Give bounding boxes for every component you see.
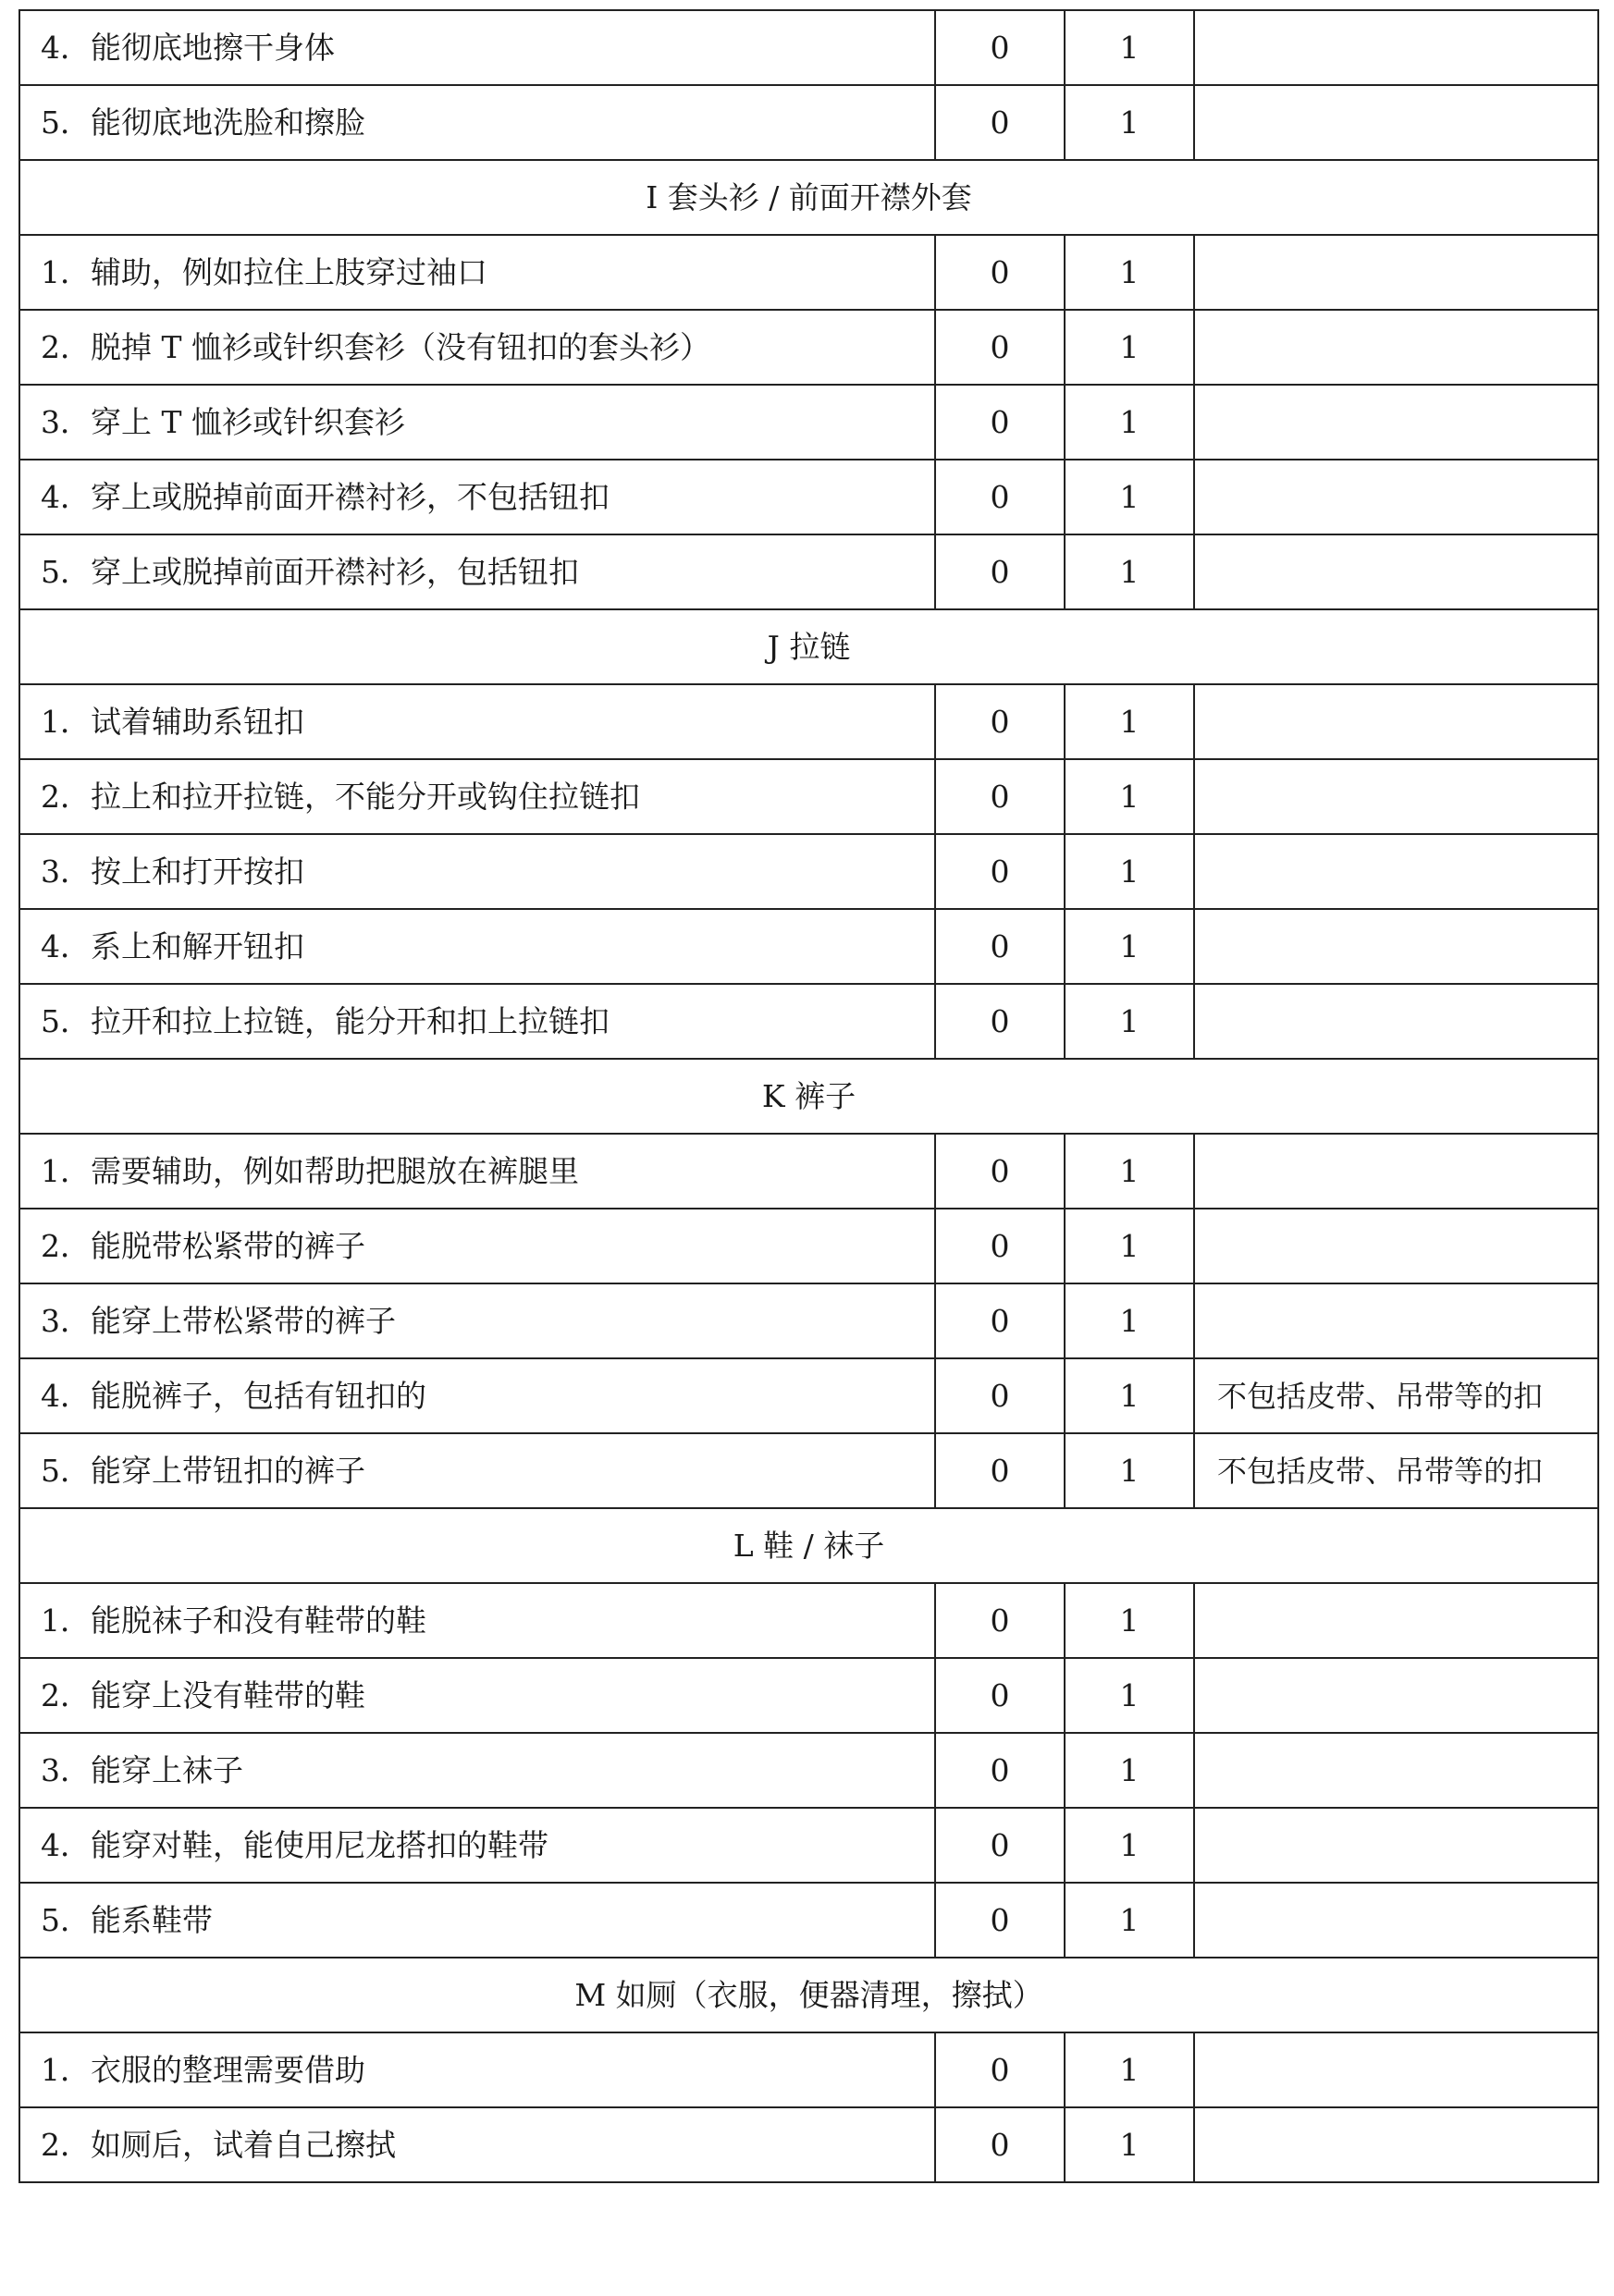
score-one: 1	[1065, 2107, 1194, 2182]
note-cell	[1194, 1733, 1598, 1808]
table-row	[19, 909, 1598, 984]
score-zero: 0	[935, 10, 1065, 85]
score-one: 1	[1065, 984, 1194, 1059]
score-one: 1	[1065, 1658, 1194, 1733]
score-one: 1	[1065, 1358, 1194, 1433]
score-one: 1	[1065, 10, 1194, 85]
table-row	[19, 1358, 1598, 1433]
assessment-table	[18, 9, 1599, 2183]
note-cell: 不包括皮带、吊带等的扣	[1194, 1433, 1598, 1508]
note-cell	[1194, 2107, 1598, 2182]
item-label: 1．衣服的整理需要借助	[19, 2032, 935, 2107]
score-zero: 0	[935, 1358, 1065, 1433]
table-row	[19, 1283, 1598, 1358]
table-row	[19, 1583, 1598, 1658]
table-row	[19, 1433, 1598, 1508]
score-zero: 0	[935, 1209, 1065, 1283]
item-label: 2．能脱带松紧带的裤子	[19, 1209, 935, 1283]
item-label: 3．能穿上带松紧带的裤子	[19, 1283, 935, 1358]
score-one: 1	[1065, 759, 1194, 834]
table-row	[19, 1134, 1598, 1209]
section-header-row	[19, 609, 1598, 684]
item-label: 4．能穿对鞋，能使用尼龙搭扣的鞋带	[19, 1808, 935, 1883]
item-label: 2．如厕后，试着自己擦拭	[19, 2107, 935, 2182]
score-one: 1	[1065, 310, 1194, 385]
note-cell	[1194, 1134, 1598, 1209]
item-label: 5．拉开和拉上拉链，能分开和扣上拉链扣	[19, 984, 935, 1059]
item-label: 3．按上和打开按扣	[19, 834, 935, 909]
table-row	[19, 2032, 1598, 2107]
score-zero: 0	[935, 385, 1065, 460]
note-cell	[1194, 909, 1598, 984]
score-zero: 0	[935, 534, 1065, 609]
item-label: 5．能彻底地洗脸和擦脸	[19, 85, 935, 160]
score-zero: 0	[935, 909, 1065, 984]
score-zero: 0	[935, 1433, 1065, 1508]
item-label: 5．能系鞋带	[19, 1883, 935, 1958]
table-row	[19, 460, 1598, 534]
section-title: L 鞋 / 袜子	[19, 1508, 1598, 1583]
score-zero: 0	[935, 1283, 1065, 1358]
score-zero: 0	[935, 1808, 1065, 1883]
item-label: 4．系上和解开钮扣	[19, 909, 935, 984]
score-zero: 0	[935, 1134, 1065, 1209]
item-label: 1．辅助，例如拉住上肢穿过袖口	[19, 235, 935, 310]
score-one: 1	[1065, 909, 1194, 984]
note-cell	[1194, 235, 1598, 310]
note-cell	[1194, 1808, 1598, 1883]
score-one: 1	[1065, 1433, 1194, 1508]
note-cell	[1194, 684, 1598, 759]
score-one: 1	[1065, 2032, 1194, 2107]
score-one: 1	[1065, 1583, 1194, 1658]
note-cell	[1194, 534, 1598, 609]
section-title: I 套头衫 / 前面开襟外套	[19, 160, 1598, 235]
item-label: 1．需要辅助，例如帮助把腿放在裤腿里	[19, 1134, 935, 1209]
note-cell	[1194, 1209, 1598, 1283]
table-row	[19, 85, 1598, 160]
score-zero: 0	[935, 1733, 1065, 1808]
section-title: J 拉链	[19, 609, 1598, 684]
section-title: K 裤子	[19, 1059, 1598, 1134]
section-header-row	[19, 160, 1598, 235]
note-cell	[1194, 460, 1598, 534]
item-label: 3．穿上 T 恤衫或针织套衫	[19, 385, 935, 460]
section-header-row	[19, 1958, 1598, 2032]
item-label: 3．能穿上袜子	[19, 1733, 935, 1808]
score-zero: 0	[935, 2107, 1065, 2182]
score-one: 1	[1065, 1134, 1194, 1209]
table-row	[19, 1733, 1598, 1808]
table-row	[19, 984, 1598, 1059]
table-row	[19, 10, 1598, 85]
table-row	[19, 834, 1598, 909]
item-label: 1．试着辅助系钮扣	[19, 684, 935, 759]
score-zero: 0	[935, 235, 1065, 310]
score-zero: 0	[935, 460, 1065, 534]
section-header-row	[19, 1059, 1598, 1134]
item-label: 2．拉上和拉开拉链，不能分开或钩住拉链扣	[19, 759, 935, 834]
score-zero: 0	[935, 1883, 1065, 1958]
table-row	[19, 534, 1598, 609]
section-title: M 如厕（衣服，便器清理，擦拭）	[19, 1958, 1598, 2032]
score-one: 1	[1065, 834, 1194, 909]
score-zero: 0	[935, 310, 1065, 385]
item-label: 1．能脱袜子和没有鞋带的鞋	[19, 1583, 935, 1658]
note-cell	[1194, 1658, 1598, 1733]
table-row	[19, 2107, 1598, 2182]
note-cell	[1194, 310, 1598, 385]
note-cell	[1194, 85, 1598, 160]
note-cell	[1194, 1883, 1598, 1958]
score-zero: 0	[935, 834, 1065, 909]
item-label: 5．穿上或脱掉前面开襟衬衫，包括钮扣	[19, 534, 935, 609]
table-row	[19, 1808, 1598, 1883]
item-label: 2．脱掉 T 恤衫或针织套衫（没有钮扣的套头衫）	[19, 310, 935, 385]
score-zero: 0	[935, 1658, 1065, 1733]
item-label: 4．能脱裤子，包括有钮扣的	[19, 1358, 935, 1433]
score-zero: 0	[935, 684, 1065, 759]
note-cell	[1194, 834, 1598, 909]
note-cell	[1194, 10, 1598, 85]
item-label: 2．能穿上没有鞋带的鞋	[19, 1658, 935, 1733]
score-zero: 0	[935, 1583, 1065, 1658]
note-cell: 不包括皮带、吊带等的扣	[1194, 1358, 1598, 1433]
score-one: 1	[1065, 460, 1194, 534]
score-zero: 0	[935, 759, 1065, 834]
note-cell	[1194, 984, 1598, 1059]
table-row	[19, 1658, 1598, 1733]
score-one: 1	[1065, 534, 1194, 609]
note-cell	[1194, 759, 1598, 834]
score-zero: 0	[935, 2032, 1065, 2107]
table-row	[19, 385, 1598, 460]
score-one: 1	[1065, 1808, 1194, 1883]
table-row	[19, 1209, 1598, 1283]
score-one: 1	[1065, 684, 1194, 759]
note-cell	[1194, 2032, 1598, 2107]
score-one: 1	[1065, 235, 1194, 310]
score-one: 1	[1065, 1209, 1194, 1283]
note-cell	[1194, 1583, 1598, 1658]
note-cell	[1194, 1283, 1598, 1358]
score-zero: 0	[935, 984, 1065, 1059]
note-cell	[1194, 385, 1598, 460]
score-one: 1	[1065, 385, 1194, 460]
section-header-row	[19, 1508, 1598, 1583]
table-row	[19, 1883, 1598, 1958]
score-one: 1	[1065, 1283, 1194, 1358]
table-row	[19, 235, 1598, 310]
score-one: 1	[1065, 1883, 1194, 1958]
item-label: 4．能彻底地擦干身体	[19, 10, 935, 85]
score-zero: 0	[935, 85, 1065, 160]
table-row	[19, 310, 1598, 385]
table-body	[19, 10, 1598, 2182]
item-label: 4．穿上或脱掉前面开襟衬衫，不包括钮扣	[19, 460, 935, 534]
score-one: 1	[1065, 85, 1194, 160]
table-row	[19, 684, 1598, 759]
table-row	[19, 759, 1598, 834]
score-one: 1	[1065, 1733, 1194, 1808]
item-label: 5．能穿上带钮扣的裤子	[19, 1433, 935, 1508]
